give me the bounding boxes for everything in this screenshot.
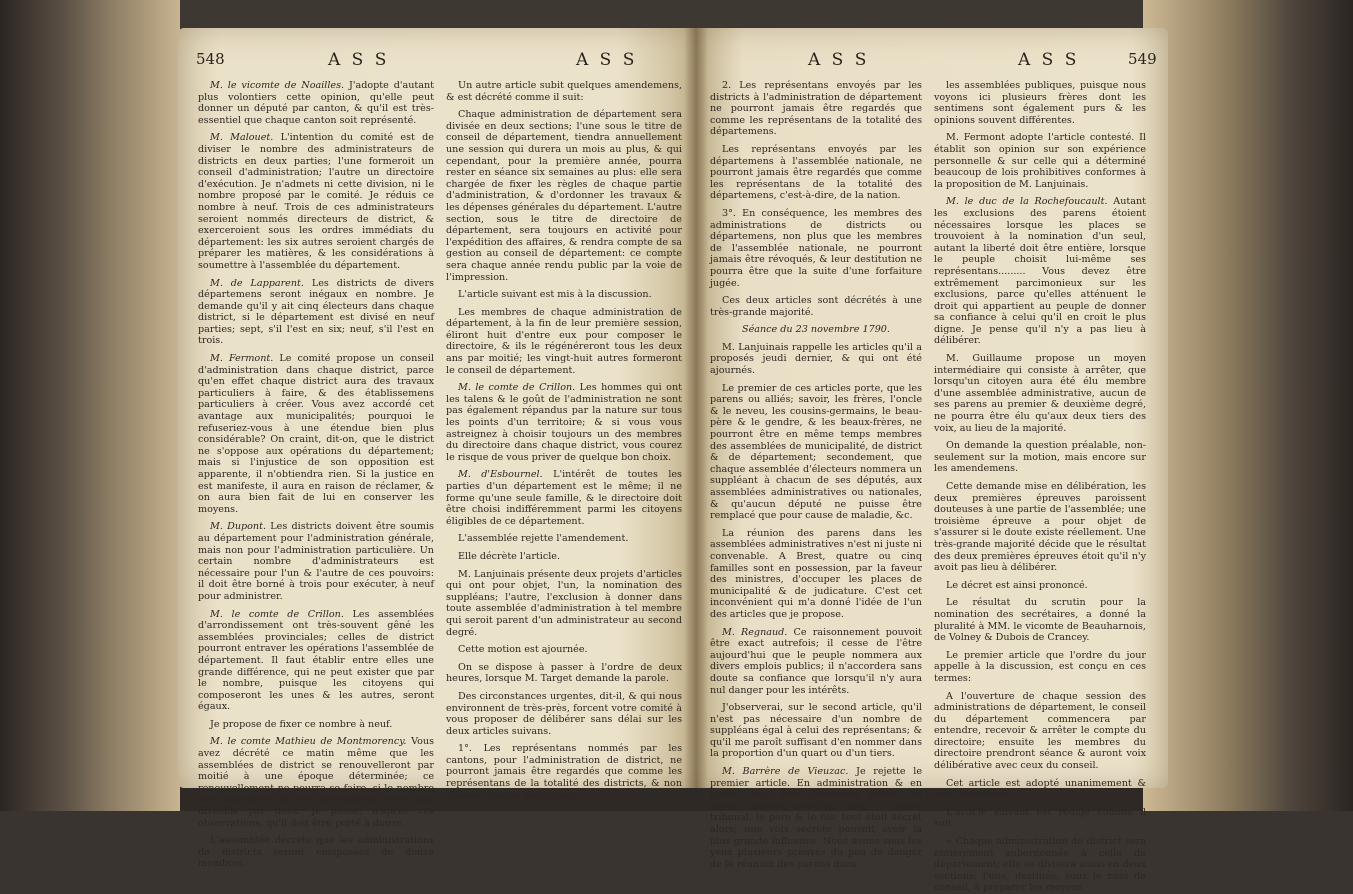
paragraph-text: M. Lanjuinais rappelle les articles qu'il a proposés jeudi dernier, & qui ont été ajournés. — [710, 341, 922, 377]
paragraph-text: Les districts doivent être soumis au département pour l'administration générale, mais non pour l'administration particulière. Un certain nombre d'administrateurs est nécessaire pour l'un & l'autre de ces pouvoirs: il doit être borné à trois pour exécuter, à neuf pour administrer. — [198, 521, 434, 602]
paragraph-text: Le premier de ces articles porte, que les parens ou alliés; savoir, les frères, l'oncle & le neveu, les cousins-germains, le beau-père & le gendre, & les beaux-frères, ne pourront être en même temps membres des assemblées de municipalité, de district & de département; secondement, que chaque assemblée d'électeurs nommera un suppléant à chacun de ses députés, aux assemblées administratives ou nationales, & qu'aucun député ne puisse être remplacé que pour cause de maladie, &c. — [710, 382, 922, 522]
paragraph-text: Les assemblées d'arrondissement ont très-souvent gêné les assemblées provinciales; celles de district pourront entraver les opérations l'assemblée de département. Il faut établir entre elles une grande différence, qui ne peut exister que par le nombre, puisque les citoyens qui composeront les unes & les autres, seront égaux. — [198, 608, 434, 713]
paragraph-text: M. Guillaume propose un moyen intermédiaire qui consiste à arrêter, que lorsqu'un citoyen aura été élu membre d'une assemblée administrative, aucun de ses parens au premier & deuxième degré, ne pourra être élu qu'aux deux tiers des voix, au lieu de la majorité. — [934, 353, 1146, 434]
paragraph-text: J'adopte d'autant plus volontiers cette opinion, qu'elle peut donner un député par canton, & qu'il est très-essentiel que chaque canton soit représenté. — [198, 80, 434, 126]
speaker-name: M. le vicomte de Noailles. — [210, 80, 345, 91]
paragraph-text: Un autre article subit quelques amendemens, & est décrété comme il suit: — [446, 80, 682, 103]
paragraph-text: Cette demande mise en délibération, les deux premières épreuves paroissent douteuses à une partie de l'assemblée; une troisième épreuve a pour objet de s'assurer si le doute existe réellement. Une très-grande majorité décide que le résultat des deux premières épreuves étoit qu'il n'y avoit pas lieu à délibérer. — [934, 481, 1146, 574]
paragraph — [198, 609, 434, 713]
right-page-column-1 — [710, 80, 922, 870]
paragraph — [198, 80, 434, 126]
paragraph — [934, 196, 1146, 347]
paragraph — [446, 289, 682, 301]
paragraph-text: L'article suivant est rédigé comme il suit: — [934, 806, 1146, 830]
paragraph — [710, 144, 922, 202]
running-header-left-col2: A S S — [576, 50, 638, 70]
paragraph-text: On demande la question préalable, non-seulement sur la motion, mais encore sur les amendemens. — [934, 440, 1146, 475]
paragraph-text: Je rejette le premier article. En administration & en justice tout sera désormais public: on voyoit souvent autrefois dans le même tribunal, le père & le fils; tout étoit secret alors; une voix secrète pouvoit avoir la plus grande influence. Nous avons sous les yeux plusieurs preuves du peu de danger de la réunion des parens dans — [710, 766, 922, 870]
paragraph-text: L'intention du comité est de diviser le nombre des administrateurs de districts en deux parties; l'une formeroit un conseil d'administration; l'autre un directoire d'exécution. Je n'admets ni cette division, ni le nombre proposé par le comité. Je réduis ce nombre à neuf. Trois de ces administrateurs seroient nommés directeurs de district, & exerceroient sous les ordres immédiats du département: les six autres seroient chargés de préparer les matières, & les considérations à soumettre à l'assemblée du département. — [198, 132, 434, 271]
paragraph — [934, 691, 1146, 772]
paragraph-text: Le premier article que l'ordre du jour appelle à la discussion, est conçu en ces termes: — [934, 649, 1146, 684]
paragraph — [934, 597, 1146, 643]
paragraph — [710, 766, 922, 870]
paragraph-text: Le décret est ainsi prononcé. — [946, 579, 1088, 591]
paragraph — [934, 807, 1146, 830]
page-number-left: 548 — [196, 50, 225, 68]
paragraph-text: Cette motion est ajournée. — [458, 644, 588, 656]
paragraph — [710, 342, 922, 377]
left-page-column-1 — [198, 80, 434, 870]
speaker-name: M. de Lapparent. — [210, 277, 304, 289]
paragraph-text: L'assemblée décrète que les administrations de districts seront composées de douze membres. — [198, 835, 434, 870]
left-page — [178, 28, 696, 870]
paragraph — [934, 481, 1146, 574]
paragraph-text: 3°. En conséquence, les membres des administrations de districts ou départemens, non plus que les membres de l'assemblée nationale, ne pourront jamais être révoqués, & leur destitution ne pourra être que la suite d'une forfaiture jugée. — [710, 207, 922, 289]
paragraph-text: Le comité propose un conseil d'administration dans chaque district, parce qu'en effet chaque district aura des travaux particuliers à faire, & des établissemens particuliers à créer. Vous avez accordé cet avantage aux municipalités; pourquoi le refuseriez-vous à une étendue bien plus considérable? On craint, dit-on, que le district ne s'oppose aux opérations du département; mais si l'injustice de son opposition est apparente, il n'obtiendra rien. Si la justice en est manifeste, il aura en raison de réclamer, & on aura bien fait de lui en conserver les moyens. — [198, 353, 434, 515]
paragraph — [198, 835, 434, 870]
paragraph-text: J'observerai, sur le second article, qu'il n'est pas nécessaire d'un nombre de suppléans égal à celui des représentans; & qu'il me paroît suffisant d'en nommer dans la proportion d'un quart ou d'un tiers. — [710, 702, 922, 760]
paragraph-text: L'assemblée rejette l'amendement. — [458, 533, 629, 545]
paragraph — [446, 533, 682, 545]
paragraph — [934, 132, 1146, 190]
paragraph — [934, 580, 1146, 592]
speaker-name: M. Dupont. — [210, 521, 267, 533]
speaker-name: M. Fermont. — [210, 353, 274, 365]
paragraph — [934, 440, 1146, 475]
paragraph — [446, 551, 682, 563]
paragraph-text: Chaque administration de département sera divisée en deux sections; l'une sous le titre de conseil de département, tiendra annuellement une session qui durera un mois au plus, & qui cependant, pour la première année, pourra rester en séance six semaines au plus: elle sera chargée de fixer les règles de chaque partie d'administration, & d'ordonner les travaux & les dépenses générales du département. L'autre section, sous le titre de directoire de département, sera toujours en activité pour l'expédition des affaires, & rendra compte de sa gestion au conseil de département: ce compte sera chaque année rendu public par la voie de l'impression. — [446, 109, 682, 283]
paragraph — [934, 650, 1146, 685]
paragraph — [446, 469, 682, 527]
paragraph-text: A l'ouverture de chaque session des administrations de département, le conseil du département commencera par entendre, recevoir & arrêter le compte du directoire; ensuite les membres du directoire prendront séance & auront voix délibérative avec ceux du conseil. — [934, 690, 1146, 772]
paragraph-text: Des circonstances urgentes, dit-il, & qui nous environnent de très-près, forcent votre comité à vous proposer de délibérer sans délai sur les deux articles suivans. — [446, 690, 682, 737]
paragraph-text: Je propose de fixer ce nombre à neuf. — [210, 718, 393, 730]
paragraph — [198, 736, 434, 829]
paragraph-text: Les districts de divers départemens seront inégaux en nombre. Je demande qu'il y ait cinq électeurs dans chaque district, si le département est divisé en neuf parties; sept, s'il l'est en six; neuf, s'il l'est en trois. — [198, 277, 434, 347]
paragraph-text: 1°. Les représentans nommés par les cantons, pour l'administration de district, ne pourront jamais être regardés que comme les représentans de la totalité des districts, & non d'aucun canton particulier. — [446, 743, 682, 801]
paragraph-text: Les hommes qui ont les talens & le goût de l'administration ne sont pas également répandus par la nature sur tous les points d'un territoire; & si vous vous astreignez à choisir toujours un des membres du directoire dans chaque district, vous courez le risque de vous priver de quelque bon choix. — [446, 382, 682, 463]
paragraph — [710, 324, 922, 336]
paragraph-text: Les représentans envoyés par les départemens à l'assemblée nationale, ne pourront jamais être regardés que comme les représentans de la totalité des départemens, c'est-à-dire, de la nation. — [710, 143, 922, 202]
paragraph-text: On se dispose à passer à l'ordre de deux heures, lorsque M. Target demande la parole. — [446, 661, 682, 685]
paragraph — [198, 132, 434, 271]
paragraph-text: Ces deux articles sont décrétés à une très-grande majorité. — [710, 295, 922, 318]
left-page-edges — [0, 0, 180, 811]
paragraph — [710, 80, 922, 138]
paragraph — [198, 278, 434, 348]
paragraph — [710, 627, 922, 697]
paragraph-text: Le résultat du scrutin pour la nomination des secrétaires, a donné la pluralité à MM. le vicomte de Beauharnois, de Volney & Dubois de Crancey. — [934, 597, 1146, 644]
paragraph-text: Séance du 23 novembre 1790. — [742, 324, 890, 336]
paragraph-text: L'intérêt de toutes les parties d'un département est le même; il ne forme qu'une seule famille, & le directoire doit être choisi indifféremment parmi les citoyens éligibles de ce département. — [446, 469, 682, 527]
paragraph-text: Cet article est adopté unanimement & sans discussion. — [934, 777, 1146, 801]
paragraph — [446, 80, 682, 103]
paragraph — [198, 719, 434, 731]
paragraph-text: 2. Les représentans envoyés par les districts à l'administration de département ne pourront jamais être regardés que comme les représentans de la totalité des départemens. — [710, 80, 922, 138]
paragraph-text: les assemblées publiques, puisque nous voyons ici plusieurs frères dont les sentimens sont également purs & les opinions souvent différentes. — [934, 80, 1146, 126]
paragraph — [446, 691, 682, 737]
paragraph-text: M. Lanjuinais présente deux projets d'articles qui ont pour objet, l'un, la nomination des suppléans; l'autre, l'exclusion à donner dans toute assemblée d'administration à tel membre qui seroit parent d'un administrateur au second degré. — [446, 568, 682, 638]
paragraph-text: Autant les exclusions des parens étoient nécessaires lorsque les places se trouvoient à la nomination d'un seul, autant la liberté doit être entière, lorsque le peuple choisit lui-même ses représentans......... Vous devez être extrêmement parcimonieux sur les exclusions, parce qu'elles atténuent le droit qui appartient au peuple de donner sa confiance à celui qu'il en croit le plus digne. Je pense qu'il n'y a pas lieu à délibérer. — [934, 196, 1146, 347]
paragraph-text: M. Fermont adopte l'article contesté. Il établit son opinion sur son expérience personnelle & sur celle qui a déterminé beaucoup de lois prohibitives conformes à la proposition de M. Lanjuinais. — [934, 132, 1146, 190]
paragraph — [710, 208, 922, 289]
running-header-left-col1: A S S — [328, 50, 390, 70]
speaker-name: M. le comte Mathieu de Montmorency. — [210, 736, 407, 748]
paragraph-text: Ce raisonnement pouvoit être exact autrefois; il cesse de l'être aujourd'hui que le peuple nommera aux divers emplois publics; il n'accordera sans doute sa confiance que lorsqu'il n'y aura nul danger pour les intérêts. — [710, 626, 922, 696]
left-page-column-2 — [446, 80, 682, 801]
paragraph — [934, 80, 1146, 126]
speaker-name: M. Regnaud. — [722, 626, 788, 638]
paragraph-text: Les membres de chaque administration de département, à la fin de leur première session, éliront huit d'entre eux pour composer le directoire, & ils le régénéreront tous les deux ans par moitié; les vingt-huit autres formeront le conseil de département. — [446, 306, 682, 376]
paragraph-text: La réunion des parens dans les assemblées administratives n'est ni juste ni convenable. A Brest, quatre ou cinq familles sont en possession, par la faveur des ministres, d'occuper les places de municipalité & de judicature. C'est cet inconvénient qui m'a donné l'idée de l'un des articles que je propose. — [710, 527, 922, 620]
paragraph — [446, 382, 682, 463]
speaker-name: M. le comte de Crillon. — [458, 382, 576, 394]
paragraph — [934, 778, 1146, 801]
paragraph — [446, 569, 682, 639]
page-number-right: 549 — [1128, 50, 1157, 68]
right-page-edges — [1143, 0, 1353, 811]
paragraph — [198, 353, 434, 515]
paragraph — [446, 307, 682, 377]
paragraph — [446, 644, 682, 656]
paragraph — [198, 521, 434, 602]
speaker-name: M. Barrère de Vieuzac. — [722, 766, 849, 778]
paragraph — [710, 295, 922, 318]
speaker-name: M. d'Esbournel. — [458, 469, 543, 481]
paragraph — [710, 528, 922, 621]
speaker-name: M. Malouet. — [210, 132, 274, 144]
paragraph — [446, 662, 682, 685]
paragraph-text: « Chaque administration de district sera entièrement subordonnée à celle de département; elle se divisera aussi en deux sections; l'une, destinée, sous le nom de conseil, à préparer les moyens — [934, 836, 1146, 894]
paragraph-text: Vous avez décrété ce matin même que les assemblées de district se renouvelleront par moitié à une époque déterminée; ce renouvellement ne pourra se faire, si le nombre des membres de ces assemblées n'est pas divisible par deux. Je pense, d'après ces observations, qu'il doit être porté à douze. — [198, 736, 434, 829]
paragraph-text: L'article suivant est mis à la discussion. — [458, 289, 652, 301]
book-gutter — [684, 28, 708, 788]
right-page — [696, 28, 1168, 894]
paragraph — [446, 743, 682, 801]
speaker-name: M. le comte de Crillon. — [210, 608, 344, 620]
paragraph — [710, 702, 922, 760]
right-page-column-2 — [934, 80, 1146, 894]
paragraph — [446, 109, 682, 283]
paragraph-text: Elle décrète l'article. — [458, 550, 561, 562]
speaker-name: M. le duc de la Rochefoucault. — [946, 196, 1108, 208]
paragraph — [710, 383, 922, 522]
paragraph — [934, 836, 1146, 894]
paragraph — [934, 353, 1146, 434]
running-header-right-col2: A S S — [1018, 50, 1080, 70]
running-header-right-col1: A S S — [808, 50, 870, 70]
